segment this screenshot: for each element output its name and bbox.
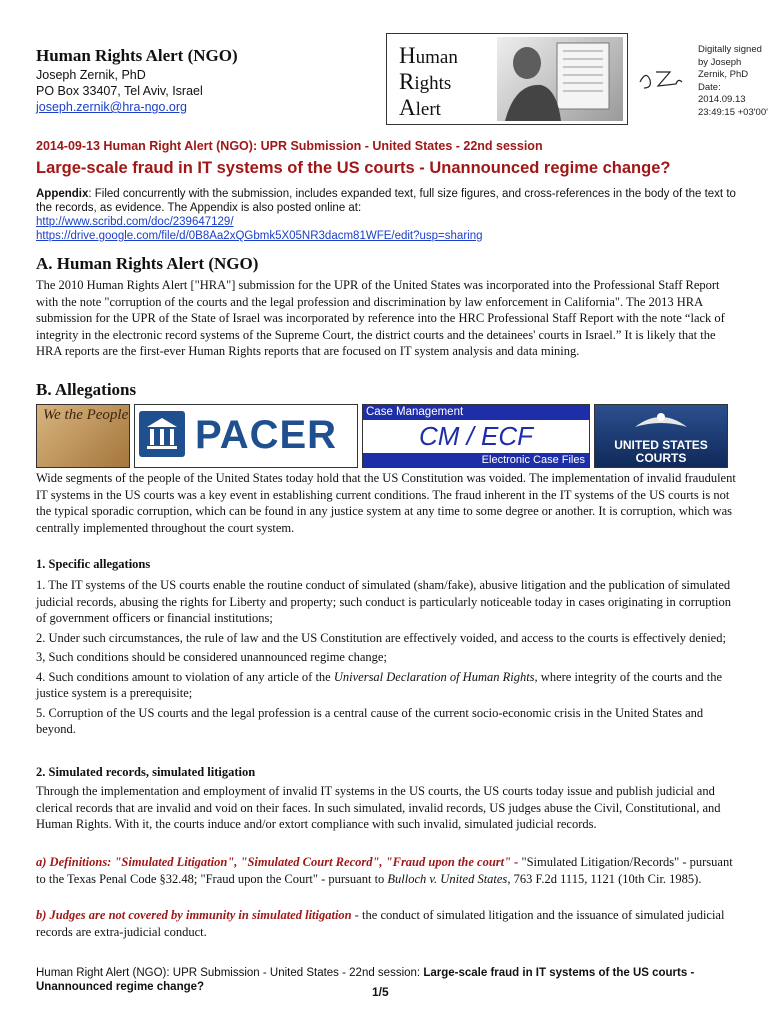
we-the-people-image	[36, 404, 130, 468]
footer-title: Large-scale fraud in IT systems of the US courts - Unannounced regime change?	[36, 967, 695, 993]
case-citation: , 763 F.2d 1115, 1121 (10th Cir. 1985).	[507, 871, 702, 886]
list-item	[36, 669, 736, 702]
cm-ecf-bottom-label: Electronic Case Files	[363, 453, 589, 467]
definitions-paragraph	[36, 854, 736, 887]
submission-line: 2014-09-13 Human Right Alert (NGO): UPR Submission - United States - 22nd session	[36, 139, 543, 153]
appendix-note	[36, 187, 736, 243]
sig-line: by Joseph	[698, 56, 742, 68]
logo-photo	[497, 37, 623, 121]
list-item: 2. Under such circumstances, the rule of law and the US Constitution are effectively voided, and access to the courts is effectively denied;	[36, 630, 726, 645]
section-b-heading: B. Allegations	[36, 380, 137, 399]
logo-word-rights: Rights	[399, 69, 452, 94]
sig-line: Date: 2014.09.13	[698, 81, 746, 105]
definitions-label: a) Definitions: "Simulated Litigation", "Simulated Court Record", "Fraud upon the court" -	[36, 855, 519, 869]
sig-line: Zernik, PhD	[698, 69, 749, 80]
contact-name: Joseph Zernik, PhD	[36, 68, 146, 82]
allegation-list	[36, 577, 736, 741]
org-title: Human Rights Alert (NGO)	[36, 46, 238, 65]
pacer-logo-image	[134, 404, 358, 468]
sig-line: Digitally signed	[698, 44, 762, 55]
allegation-4-tail: , where integrity of the courts and the justice system is a prerequisite;	[36, 669, 722, 700]
specific-allegations-heading: 1. Specific allegations	[36, 557, 151, 571]
definitions-text: "Simulated Litigation/Records" - pursuant to the Texas Penal Code §32.48; "Fraud upon the Court" - pursuant to	[36, 855, 733, 886]
signature-graphic	[636, 60, 684, 94]
section-a-paragraph: The 2010 Human Rights Alert ["HRA"] submission for the UPR of the United States was incorporated into the Professional Staff Report with the note "corruption of the courts and the legal profession and discrimination by law enforcement in California". The 2013 HRA submission for the UPR of the State of Israel was incorporated by reference into the HRC Professional Staff Report with the note “lack of integrity in the electronic record systems of the Supreme Court, the district courts and the detainees' courts in Israel.” It is likely that the HRA reports are the first-ever Human Rights reports that are focused on IT system analysis and data mining.	[36, 278, 725, 358]
digital-signature-info	[698, 44, 768, 119]
we-the-people-text: We the People	[43, 407, 129, 423]
list-item: 5. Corruption of the US courts and the legal profession is a central cause of the current socio-economic crisis in the United States and beyond.	[36, 705, 704, 736]
contact-block	[36, 67, 203, 115]
cm-ecf-main-label: CM / ECF	[418, 421, 534, 451]
sig-line: 23:49:15 +03'00'	[698, 106, 768, 118]
us-courts-logo-image	[594, 404, 728, 468]
section-b-paragraph: Wide segments of the people of the United States today hold that the US Constitution was voided. The implementation of invalid fraudulent IT systems in the US courts was a key event in establishing current conditions. The fraud inherent in the IT systems of the US courts is not the typical sporadic corruption, which can be found in any justice system at any time to some degree or another. It is corruption, which was centrally implemented throughout the court system.	[36, 471, 736, 535]
page-number: 1/5	[372, 985, 389, 999]
contact-address: PO Box 33407, Tel Aviv, Israel	[36, 84, 203, 98]
immunity-label: b) Judges are not covered by immunity in simulated litigation -	[36, 908, 359, 922]
scribd-link[interactable]: http://www.scribd.com/doc/239647129/	[36, 216, 234, 228]
allegation-4-text: 4. Such conditions amount to violation of any article of the	[36, 669, 334, 684]
us-courts-text: UNITED STATES COURTS	[614, 438, 708, 465]
simulated-records-heading: 2. Simulated records, simulated litigation	[36, 765, 256, 779]
appendix-label: Appendix	[36, 188, 89, 200]
logo-word-human: Human	[399, 43, 458, 68]
pacer-text: PACER	[195, 413, 338, 457]
appendix-text: : Filed concurrently with the submission, includes expanded text, full size figures, and cross-references in the body of the text to the records, as evidence. The Appendix is also posted online at:	[36, 188, 736, 214]
simulated-records-paragraph: Through the implementation and employment of invalid IT systems in the US courts, the US courts today issue and publish judicial and clerical records that are invalid and void on their faces. In such simulated, invalid records, US judges abuse the Civil, Constitutional, and Human Rights. With it, the courts induce and/or extort compliance with such invalid, simulated judicial records.	[36, 784, 721, 831]
hra-logo	[386, 33, 628, 125]
google-drive-link[interactable]: https://drive.google.com/file/d/0B8Aa2xQGbmk5X05NR3dacm81WFE/edit?usp=sharing	[36, 230, 483, 242]
case-name: Bulloch v. United States	[387, 871, 508, 886]
footer-prefix: Human Right Alert (NGO): UPR Submission - United States - 22nd session:	[36, 967, 424, 979]
eagle-icon	[595, 405, 727, 439]
email-link[interactable]: joseph.zernik@hra-ngo.org	[36, 100, 187, 114]
udhr-title: Universal Declaration of Human Rights	[333, 669, 535, 684]
cm-ecf-top-label: Case Management	[363, 405, 590, 420]
pacer-building-icon	[139, 411, 185, 457]
immunity-paragraph	[36, 907, 736, 940]
list-item: 3, Such conditions should be considered unannounced regime change;	[36, 650, 387, 664]
immunity-text: the conduct of simulated litigation and the issuance of simulated judicial records are extra-judicial conduct.	[36, 908, 725, 939]
cm-ecf-logo-image	[362, 404, 590, 468]
logo-word-alert: Alert	[399, 95, 441, 120]
list-item: 1. The IT systems of the US courts enable the routine conduct of simulated (sham/fake), abusive litigation and the publication of simulated judicial records, abusing the rights for Liberty and property; such conduct is particularly noticeable today in cases originating in corruption of government officers or financial institutions;	[36, 578, 731, 625]
section-a-heading: A. Human Rights Alert (NGO)	[36, 254, 259, 273]
main-title: Large-scale fraud in IT systems of the US courts - Unannounced regime change?	[36, 159, 671, 177]
